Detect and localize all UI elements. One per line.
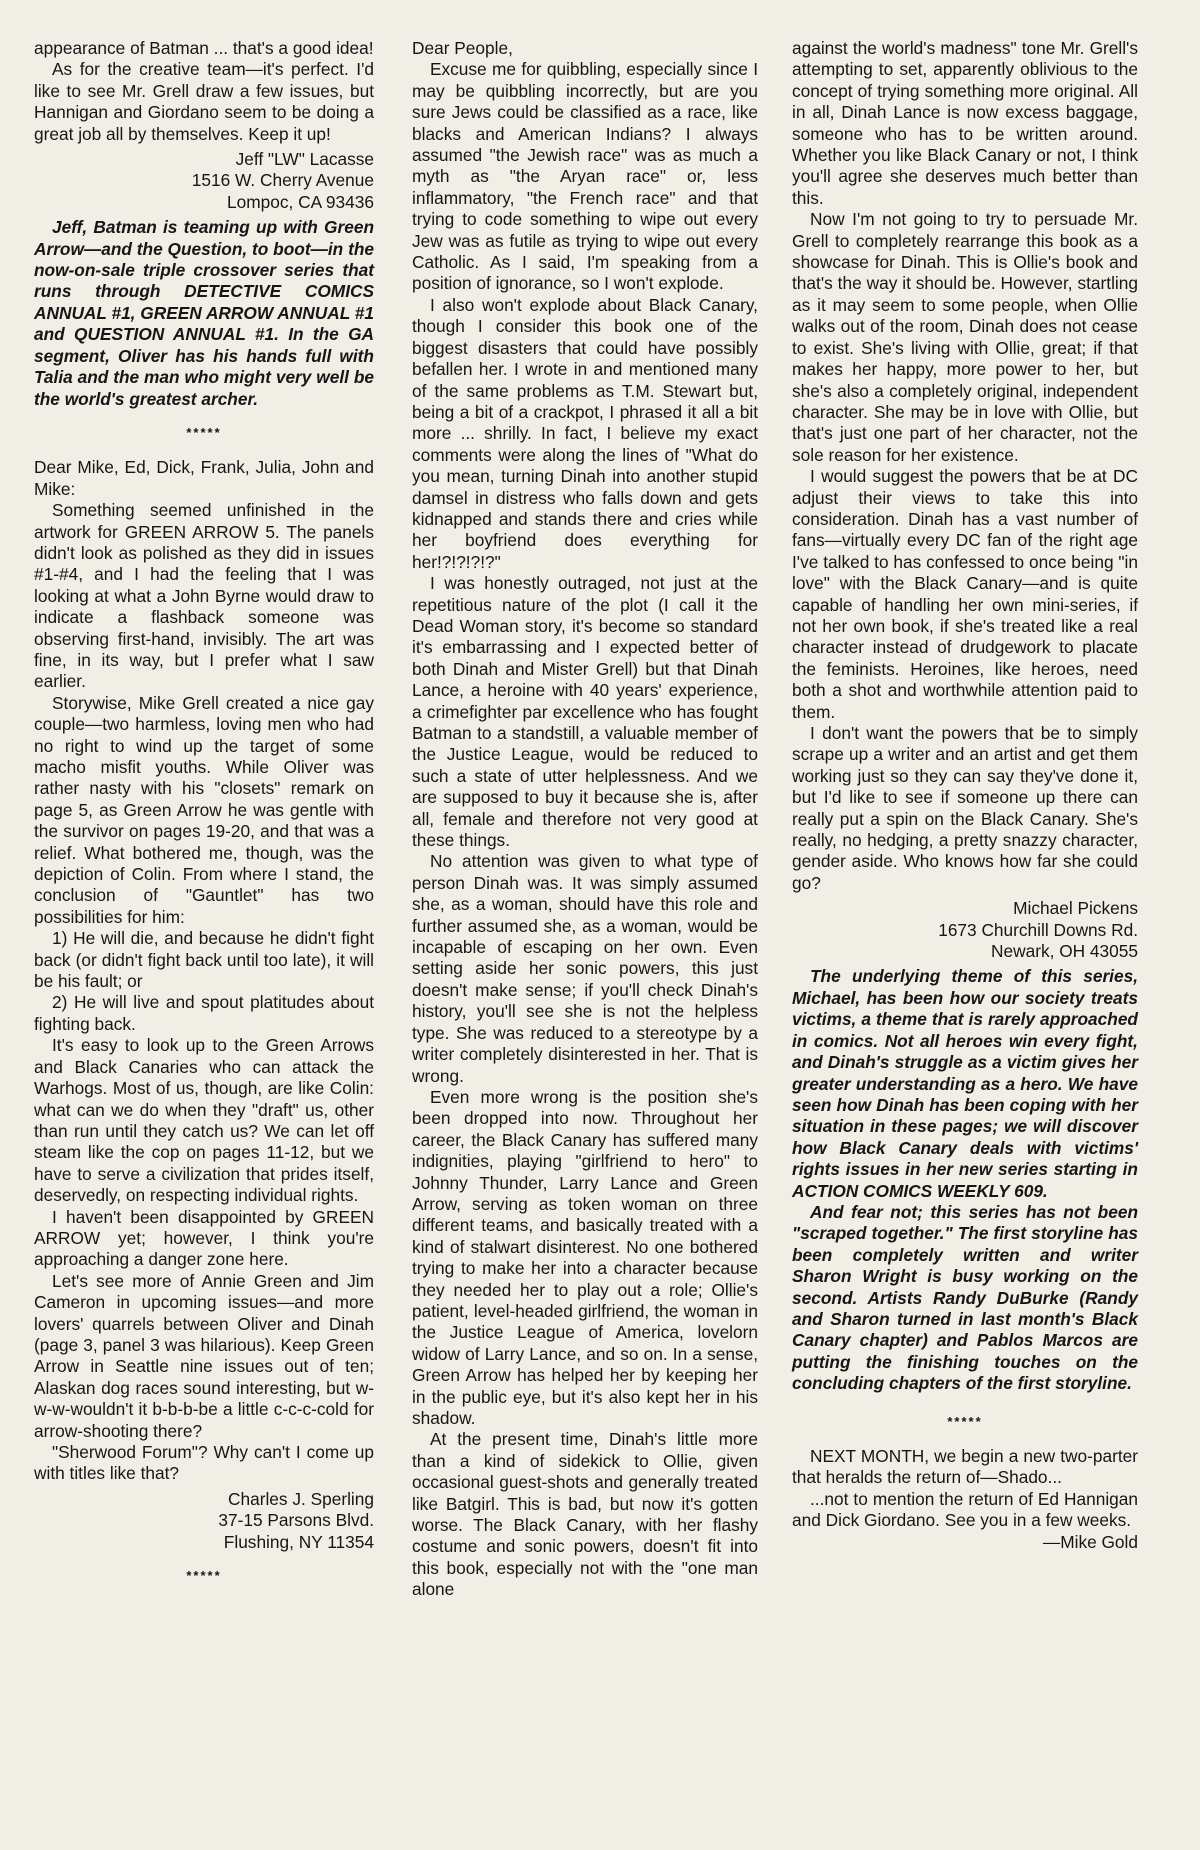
signature-name: Michael Pickens: [1013, 898, 1138, 919]
letter-paragraph: appearance of Batman ... that's a good idea!: [34, 38, 374, 58]
section-divider: *****: [186, 1568, 222, 1584]
signature-city: Newark, OH 43055: [991, 941, 1138, 962]
signature-city: Flushing, NY 11354: [223, 1531, 374, 1552]
letter-paragraph: "Sherwood Forum"? Why can't I come up with titles like that?: [34, 1442, 374, 1484]
signature-address: 1516 W. Cherry Avenue: [191, 170, 374, 191]
signature-city: Lompoc, CA 93436: [227, 191, 374, 212]
letter-salutation: Dear People,: [412, 38, 513, 58]
editor-signoff: —Mike Gold: [1042, 1531, 1138, 1552]
letter-paragraph: 1) He will die, and because he didn't fight back (or didn't fight back until too late), it will be his fault; or: [34, 928, 374, 992]
letter-paragraph: Even more wrong is the position she's been dropped into now. Throughout her career, the Black Canary has suffered many indignities, playing "girlfriend to hero" to Johnny Thunder, Larry Lance and Green Arrow, serving as token woman on three different teams, and basically treated with a kind of stalwart disinterest. No one bothered trying to make her into a character because they needed her to play out a role; Ollie's patient, level-headed girlfriend, the woman in the Justice League of America, lovelorn widow of Larry Lance, and so on. In a sense, Green Arrow has helped her by keeping her in the public eye, but it's also kept her in his shadow.: [412, 1086, 758, 1428]
letter-paragraph: Excuse me for quibbling, especially since I may be quibbling incorrectly, but are you sure Jews could be classified as a race, like blacks and American Indians? I always assumed "the Jewish race" was as much a myth as "the Aryan race" or, less inflammatory, "the French race" and that trying to code something to wipe out every Jew was as futile as trying to wipe out every Catholic. As I said, I'm speaking from a position of ignorance, so I won't explode.: [412, 59, 758, 294]
section-divider: *****: [186, 424, 222, 440]
letter-paragraph: As for the creative team—it's perfect. I'd like to see Mr. Grell draw a few issues, but Hannigan and Giordano seem to be doing a great job all by themselves. Keep it up!: [34, 59, 374, 144]
closing-paragraph: NEXT MONTH, we begin a new two-parter that heralds the return of—Shado...: [792, 1446, 1138, 1488]
signature-name: Charles J. Sperling: [228, 1488, 374, 1509]
letter-paragraph: I haven't been disappointed by GREEN ARROW yet; however, I think you're approaching a danger zone here.: [34, 1206, 374, 1270]
column-2: [412, 38, 758, 1601]
letter-salutation: Dear Mike, Ed, Dick, Frank, Julia, John and Mike:: [34, 457, 374, 499]
letter-paragraph: I don't want the powers that be to simply scrape up a writer and an artist and get them working just so they can say they've done it, but I'd like to see if someone up there can really put a spin on the Black Canary. She's really, no hedging, a pretty snazzy character, gender aside. Who knows how far she could go?: [792, 723, 1138, 893]
letter-paragraph: I also won't explode about Black Canary, though I consider this book one of the biggest disasters that could have possibly befallen her. I wrote in and mentioned many of the same problems as T.M. Stewart but, being a bit of a crackpot, I phrased it all a bit more ... shrilly. In fact, I believe my exact comments were along the lines of "What do you mean, turning Dinah into another stupid damsel in distress who falls down and gets kidnapped and stands there and cries while her boyfriend does everything for her!?!?!?!?": [412, 294, 758, 572]
editor-reply: The underlying theme of this series, Michael, has been how our society treats victims, a theme that is rarely approached in comics. Not all heroes win every fight, and Dinah's struggle as a victim gives her greater understanding as a hero. We have seen how Dinah has been coping with her situation in these pages; we will discover how Black Canary deals with victims' rights issues in her new series starting in ACTION COMICS WEEKLY 609.: [792, 966, 1138, 1201]
signature-address: 1673 Churchill Downs Rd.: [938, 919, 1138, 940]
editor-reply: Jeff, Batman is teaming up with Green Arrow—and the Question, to boot—in the now-on-sale triple crossover series that runs through DETECTIVE COMICS ANNUAL #1, GREEN ARROW ANNUAL #1 and QUESTION ANNUAL #1. In the GA segment, Oliver has his hands full with Talia and the man who might very well be the world's greatest archer.: [34, 217, 374, 409]
editor-reply: And fear not; this series has not been "scraped together." The first storyline has been completely written and writer Sharon Wright is busy working on the second. Artists Randy DuBurke (Randy and Sharon turned in last month's Black Canary chapter) and Pablos Marcos are putting the finishing touches on the concluding chapters of the first storyline.: [792, 1201, 1138, 1394]
letter-paragraph: 2) He will live and spout platitudes about fighting back.: [34, 992, 374, 1034]
letter-paragraph: It's easy to look up to the Green Arrows and Black Canaries who can attack the Warhogs. Most of us, though, are like Colin: what can we do when they "draft" us, other than run until they catch us? We can let off steam like the cop on pages 11-12, but we have to serve a civilization that prides itself, deservedly, on respecting individual rights.: [34, 1035, 374, 1206]
letter-paragraph: At the present time, Dinah's little more than a kind of sidekick to Ollie, given occasional guest-shots and generally treated like Batgirl. This is bad, but now it's gotten worse. The Black Canary, with her flashy costume and sonic powers, doesn't fit into this book, especially not with the "one man alone: [412, 1429, 758, 1600]
letter-paragraph: No attention was given to what type of person Dinah was. It was simply assumed she, as a woman, should have this role and further assumed she, as a woman, would be incapable of escaping on her own. Even setting aside her sonic powers, this just doesn't make sense; if you'll check Dinah's history, you'll see she is not the helpless type. She was reduced to a stereotype by a writer completely disinterested in her. That is wrong.: [412, 851, 758, 1086]
column-3: [792, 38, 1138, 1553]
letter-paragraph: Something seemed unfinished in the artwork for GREEN ARROW 5. The panels didn't look as polished as they did in issues #1-#4, and I had the feeling that I was looking at what a John Byrne would draw to indicate a flashback someone was observing first-hand, invisibly. The art was fine, in its way, but I prefer what I saw earlier.: [34, 500, 374, 692]
letter-paragraph: Now I'm not going to try to persuade Mr. Grell to completely rearrange this book as a showcase for Dinah. This is Ollie's book and that's the way it should be. However, startling as it may seem to some people, when Ollie walks out of the room, Dinah does not cease to exist. She's living with Ollie, great; if that makes her happy, more power to her, but she's also a completely original, independent character. She may be in love with Ollie, but that's just one part of her character, not the sole reason for her existence.: [792, 209, 1138, 465]
signature-name: Jeff "LW" Lacasse: [235, 149, 374, 170]
letter-paragraph: Let's see more of Annie Green and Jim Cameron in upcoming issues—and more lovers' quarrels between Oliver and Dinah (page 3, panel 3 was hilarious). Keep Green Arrow in Seattle nine issues out of ten; Alaskan dog races sound interesting, but w-w-w-wouldn't it b-b-b-be a little c-c-c-cold for arrow-shooting there?: [34, 1270, 374, 1441]
letter-paragraph: against the world's madness" tone Mr. Grell's attempting to set, apparently oblivious to the concept of trying something more original. All in all, Dinah Lance is now excess baggage, someone who has to be written around. Whether you like Black Canary or not, I think you'll agree she deserves much better than this.: [792, 38, 1138, 208]
letter-paragraph: Storywise, Mike Grell created a nice gay couple—two harmless, loving men who had no right to wind up the target of some macho misfit youths. While Oliver was rather nasty with his "closets" remark on page 5, as Green Arrow he was gentle with the survivor on pages 19-20, and that was a relief. What bothered me, though, was the depiction of Colin. From where I stand, the conclusion of "Gauntlet" has two possibilities for him:: [34, 692, 374, 927]
signature-address: 37-15 Parsons Blvd.: [218, 1510, 374, 1531]
column-1: [34, 38, 374, 1600]
letter-paragraph: I was honestly outraged, not just at the repetitious nature of the plot (I call it the Dead Woman story, it's become so standard it's embarrassing and I expected better of both Dinah and Mister Grell) but that Dinah Lance, a heroine with 40 years' experience, a crimefighter par excellence who has fought Batman to a standstill, a valuable member of the Justice League, would be reduced to such a state of utter helplessness. And we are supposed to buy it because she is, after all, female and therefore not very good at these things.: [412, 573, 758, 851]
letter-paragraph: I would suggest the powers that be at DC adjust their views to take this into consideration. Dinah has a vast number of fans—virtually every DC fan of the right age I've talked to has confessed to once being "in love" with the Black Canary—and is quite capable of handling her own mini-series, if not her own book, if she's treated like a real character instead of drudgework to placate the feminists. Heroines, like heroes, need both a shot and worthwhile attention paid to them.: [792, 466, 1138, 722]
section-divider: *****: [947, 1413, 983, 1429]
closing-paragraph: ...not to mention the return of Ed Hannigan and Dick Giordano. See you in a few weeks.: [792, 1488, 1138, 1531]
